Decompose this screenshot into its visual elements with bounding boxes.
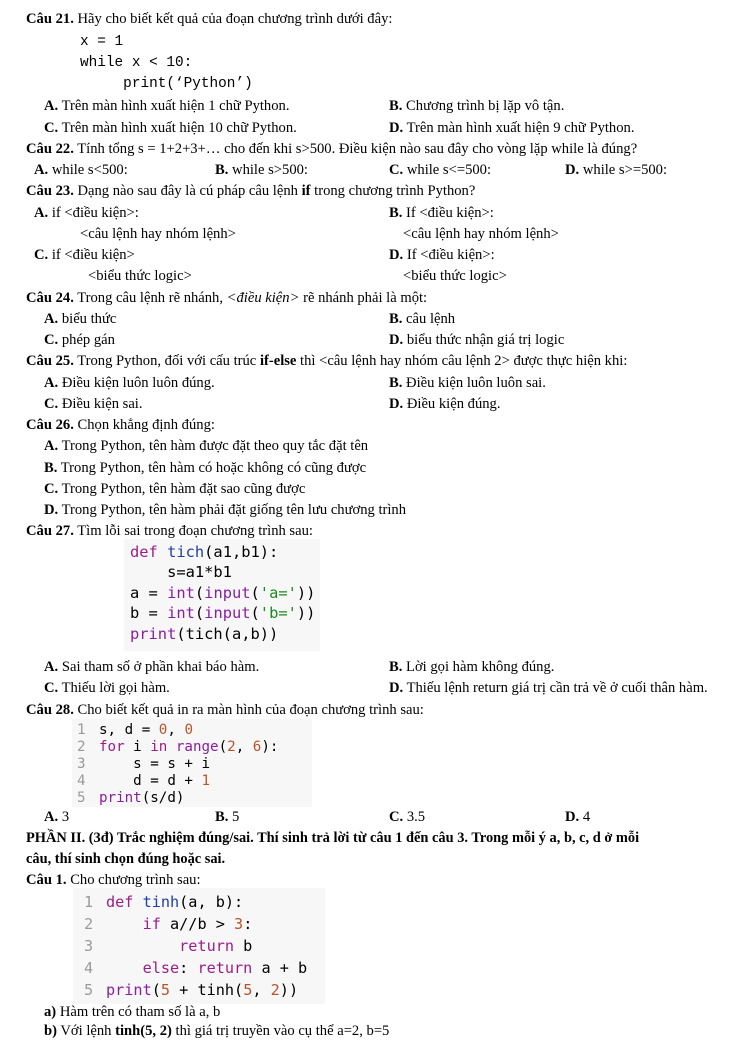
code-builtin: int <box>167 604 195 622</box>
line-number: 1 <box>84 893 94 911</box>
code-text: ( <box>250 584 260 602</box>
code-text: )) <box>296 584 316 602</box>
answer-key: C. <box>389 809 404 825</box>
code-builtin: print <box>130 625 177 643</box>
question-number: Câu 27. <box>26 523 74 539</box>
code-text: ( <box>151 981 161 999</box>
answer-a <box>44 658 259 677</box>
code-line <box>84 957 307 980</box>
code-text: : <box>243 915 253 933</box>
answer-a <box>44 374 215 393</box>
question-number: Câu 1. <box>26 872 67 888</box>
answer-text: thì giá trị truyền vào cụ thể a=2, b=5 <box>171 1023 390 1039</box>
code-number: 2 <box>270 981 280 999</box>
code-text <box>167 739 176 755</box>
code-text: ( <box>194 604 205 622</box>
answer-key: B. <box>389 205 403 221</box>
code-text: (tich(a,b)) <box>176 625 279 643</box>
code-number: 3 <box>234 915 244 933</box>
code-text: , <box>235 739 253 755</box>
answer-text: phép gán <box>58 332 115 348</box>
answer-key: C. <box>44 680 59 696</box>
question-text: Tính tổng s = 1+2+3+… cho đến khi s>500. Điều kiện nào sau đây cho vòng lặp while là đúng? <box>73 141 638 157</box>
answer-key: D. <box>389 247 404 263</box>
code-text: (s/d) <box>141 790 185 806</box>
question-text: Cho chương trình sau: <box>66 872 201 888</box>
answer-key: D. <box>44 502 59 518</box>
question-26-stem <box>26 416 215 435</box>
answer-d <box>565 808 590 827</box>
code-line: print(‘Python’) <box>80 76 253 92</box>
question-24-stem <box>26 289 427 308</box>
answer-bold-text: tinh(5, 2) <box>115 1023 172 1039</box>
code-text: (a1,b1): <box>204 543 279 561</box>
code-builtin: print <box>106 981 152 999</box>
code-keyword: def <box>130 543 168 561</box>
answer-key: B. <box>389 98 403 114</box>
part2-heading: PHẦN II. (3đ) Trắc nghiệm đúng/sai. Thí sinh trả lời từ câu 1 đến câu 3. Trong mỗi ý a, b, c, d ở mỗi <box>26 830 640 846</box>
answer-key: A. <box>44 438 59 454</box>
code-text: ( <box>218 739 228 755</box>
code-line <box>77 722 193 739</box>
line-number: 4 <box>84 959 94 977</box>
question-number: Câu 24. <box>26 290 74 306</box>
code-line <box>130 603 315 624</box>
code-line <box>84 913 252 936</box>
answer-key: A. <box>44 659 59 675</box>
answer-b <box>389 97 564 116</box>
answer-key: D. <box>565 809 580 825</box>
statement-b <box>44 1022 389 1041</box>
code-keyword: return <box>197 959 253 977</box>
code-line <box>130 542 278 563</box>
question-number: Câu 22. <box>26 141 74 157</box>
line-number: 3 <box>84 937 94 955</box>
answer-key: C. <box>44 481 59 497</box>
question-text: trong chương trình Python? <box>310 183 476 199</box>
code-text: ( <box>194 584 205 602</box>
answer-c <box>34 246 135 265</box>
question-text: Tìm lỗi sai trong đoạn chương trình sau: <box>73 523 313 539</box>
answer-a <box>44 310 116 329</box>
answer-text: Trong Python, tên hàm phải đặt giống tên lưu chương trình <box>58 502 407 518</box>
answer-text: 4 <box>579 809 591 825</box>
answer-key: B. <box>215 809 229 825</box>
code-builtin: int <box>167 584 195 602</box>
code-keyword: else <box>106 959 180 977</box>
answer-key: B. <box>389 375 403 391</box>
answer-key: B. <box>389 311 403 327</box>
answer-b-line2: <câu lệnh hay nhóm lệnh> <box>403 226 559 242</box>
code-function: tinh <box>142 893 180 911</box>
code-line <box>77 739 278 756</box>
answer-text: Trên màn hình xuất hiện 9 chữ Python. <box>403 120 635 136</box>
question-text: Trong câu lệnh rẽ nhánh, <box>73 290 227 306</box>
code-number: 0 <box>184 722 193 738</box>
code-number: 5 <box>243 981 253 999</box>
answer-key: B. <box>215 162 229 178</box>
code-text: b <box>234 937 253 955</box>
code-string: 'a=' <box>259 584 297 602</box>
answer-key: A. <box>44 98 59 114</box>
question-text: Trong Python, đối với cấu trúc <box>73 353 260 369</box>
answer-text: Hàm trên có tham số là a, b <box>56 1004 221 1020</box>
code-text: a + b <box>252 959 308 977</box>
line-number: 4 <box>77 773 86 789</box>
answer-text: If <điều kiện>: <box>402 205 494 221</box>
code-text: (a, b): <box>179 893 244 911</box>
answer-text: Điều kiện sai. <box>58 396 143 412</box>
answer-key: D. <box>389 332 404 348</box>
answer-key: C. <box>34 247 49 263</box>
code-builtin: range <box>175 739 219 755</box>
answer-a <box>34 161 128 180</box>
answer-d <box>565 161 667 180</box>
answer-key: C. <box>44 396 59 412</box>
answer-a <box>34 204 139 223</box>
answer-text: 5 <box>228 809 240 825</box>
code-builtin: print <box>99 790 142 806</box>
code-string: 'b=' <box>259 604 297 622</box>
answer-text: 3 <box>58 809 70 825</box>
answer-d <box>44 501 406 520</box>
answer-a-line2: <câu lệnh hay nhóm lệnh> <box>80 226 236 242</box>
answer-d <box>389 395 500 414</box>
answer-c <box>44 395 143 414</box>
answer-text: while s<500: <box>48 162 128 178</box>
code-builtin: input <box>204 604 251 622</box>
keyword: if-else <box>259 353 297 369</box>
code-text: , <box>252 981 271 999</box>
code-number: 0 <box>158 722 168 738</box>
answer-d <box>389 119 634 138</box>
line-number: 5 <box>77 790 86 806</box>
code-keyword: def <box>106 893 143 911</box>
question-27-stem <box>26 522 313 541</box>
code-number: 2 <box>227 739 236 755</box>
code-text: a = <box>130 584 168 602</box>
line-number: 2 <box>84 915 94 933</box>
answer-a <box>44 808 69 827</box>
code-builtin: input <box>204 584 251 602</box>
code-line <box>130 583 315 604</box>
answer-text: Trên màn hình xuất hiện 1 chữ Python. <box>58 98 290 114</box>
code-number: 1 <box>201 773 211 789</box>
question-text: Dạng nào sau đây là cú pháp câu lệnh <box>73 183 302 199</box>
question-28-stem <box>26 701 424 720</box>
code-text: i <box>124 739 151 755</box>
question-text: rẽ nhánh phải là một: <box>299 290 428 306</box>
part2-question-1-stem <box>26 871 201 890</box>
answer-text: while s<=500: <box>403 162 492 178</box>
answer-d <box>389 331 564 350</box>
question-number: Câu 21. <box>26 11 74 27</box>
answer-text: Điều kiện luôn luôn đúng. <box>58 375 215 391</box>
code-keyword: for <box>99 739 125 755</box>
code-line <box>77 773 210 790</box>
answer-text: Thiếu lời gọi hàm. <box>58 680 170 696</box>
code-function: tich <box>167 543 205 561</box>
code-line <box>77 790 184 807</box>
answer-b <box>215 808 239 827</box>
answer-text: If <điều kiện>: <box>403 247 495 263</box>
question-text: Chọn khẳng định đúng: <box>73 417 215 433</box>
line-number: 2 <box>77 739 86 755</box>
code-line <box>130 624 278 645</box>
code-keyword: return <box>106 937 235 955</box>
answer-c <box>389 808 425 827</box>
answer-c <box>389 161 491 180</box>
question-25-stem <box>26 352 627 371</box>
answer-b <box>44 459 366 478</box>
answer-key: b) <box>44 1023 57 1039</box>
answer-key: C. <box>389 162 404 178</box>
answer-text: Chương trình bị lặp vô tận. <box>402 98 565 114</box>
line-number: 1 <box>77 722 86 738</box>
code-line <box>84 979 298 1002</box>
answer-key: D. <box>389 120 404 136</box>
answer-key: A. <box>44 375 59 391</box>
answer-text: Điều kiện luôn luôn sai. <box>402 375 546 391</box>
code-text: + tinh( <box>170 981 244 999</box>
question-number: Câu 25. <box>26 353 74 369</box>
answer-key: B. <box>44 460 58 476</box>
question-text: Cho biết kết quả in ra màn hình của đoạn chương trình sau: <box>73 702 424 718</box>
question-number: Câu 23. <box>26 183 74 199</box>
answer-text: Trong Python, tên hàm có hoặc không có cũng được <box>57 460 367 476</box>
answer-text: biểu thức <box>58 311 117 327</box>
statement-a <box>44 1003 220 1022</box>
answer-key: A. <box>34 162 49 178</box>
answer-b <box>389 310 455 329</box>
answer-key: a) <box>44 1004 57 1020</box>
question-22-stem <box>26 140 637 159</box>
answer-text: câu lệnh <box>402 311 456 327</box>
answer-text: Trong Python, tên hàm đặt sao cũng được <box>58 481 306 497</box>
answer-a <box>44 97 289 116</box>
answer-b <box>389 374 546 393</box>
answer-text: if <điều kiện> <box>48 247 135 263</box>
answer-key: D. <box>389 396 404 412</box>
answer-text: Lời gọi hàm không đúng. <box>402 659 555 675</box>
code-line <box>84 891 243 914</box>
question-number: Câu 28. <box>26 702 74 718</box>
question-text: thì <câu lệnh hay nhóm câu lệnh 2> được thực hiện khi: <box>296 353 628 369</box>
answer-c <box>44 119 297 138</box>
code-text: b = <box>130 604 168 622</box>
answer-text: while s>500: <box>228 162 308 178</box>
code-number: 5 <box>160 981 171 999</box>
emphasis: <điều kiện> <box>226 290 300 306</box>
answer-text: Với lệnh <box>56 1023 116 1039</box>
answer-text: if <điều kiện>: <box>48 205 139 221</box>
answer-key: C. <box>44 332 59 348</box>
answer-key: A. <box>44 809 59 825</box>
keyword: if <box>301 183 311 199</box>
answer-key: A. <box>34 205 49 221</box>
answer-text: Trong Python, tên hàm được đặt theo quy tắc đặt tên <box>58 438 369 454</box>
line-number: 3 <box>77 756 86 772</box>
question-21-stem <box>26 10 392 29</box>
answer-c-line2: <biểu thức logic> <box>88 268 192 284</box>
code-line <box>84 935 252 958</box>
code-text: d = d + <box>99 773 202 789</box>
answer-text: Thiếu lệnh return giá trị cần trả về ở cuối thân hàm. <box>403 680 708 696</box>
code-keyword: if <box>106 915 161 933</box>
code-keyword: in <box>150 739 168 755</box>
answer-b <box>215 161 308 180</box>
answer-text: biểu thức nhận giá trị logic <box>403 332 565 348</box>
answer-c <box>44 679 170 698</box>
answer-b <box>389 204 494 223</box>
answer-text: 3.5 <box>403 809 426 825</box>
code-line: while x < 10: <box>80 55 193 71</box>
code-text: s, d = <box>99 722 159 738</box>
code-text: ( <box>250 604 260 622</box>
answer-text: while s>=500: <box>579 162 668 178</box>
question-23-stem <box>26 182 475 201</box>
answer-key: C. <box>44 120 59 136</box>
question-text: Hãy cho biết kết quả của đoạn chương trình dưới đây: <box>73 11 393 27</box>
code-text: , <box>167 722 185 738</box>
code-text: : <box>179 959 198 977</box>
line-number: 5 <box>84 981 94 999</box>
code-text: )) <box>279 981 299 999</box>
code-line: x = 1 <box>80 34 124 50</box>
code-text: s = s + i <box>99 756 211 772</box>
answer-c <box>44 331 115 350</box>
part2-heading-line2: câu, thí sinh chọn đúng hoặc sai. <box>26 851 226 867</box>
code-line: s=a1*b1 <box>130 563 232 581</box>
answer-text: Điều kiện đúng. <box>403 396 501 412</box>
answer-d-line2: <biểu thức logic> <box>403 268 507 284</box>
code-text: )) <box>296 604 316 622</box>
answer-a <box>44 437 368 456</box>
code-text: ): <box>261 739 279 755</box>
answer-key: D. <box>565 162 580 178</box>
question-number: Câu 26. <box>26 417 74 433</box>
code-text: a//b > <box>160 915 235 933</box>
answer-b <box>389 658 554 677</box>
answer-c <box>44 480 305 499</box>
answer-text: Trên màn hình xuất hiện 10 chữ Python. <box>58 120 297 136</box>
answer-text: Sai tham số ở phần khai báo hàm. <box>58 659 260 675</box>
code-number: 6 <box>252 739 262 755</box>
answer-key: D. <box>389 680 404 696</box>
answer-d <box>389 246 495 265</box>
answer-d <box>389 679 708 698</box>
answer-key: B. <box>389 659 403 675</box>
answer-key: A. <box>44 311 59 327</box>
code-line <box>77 756 210 773</box>
